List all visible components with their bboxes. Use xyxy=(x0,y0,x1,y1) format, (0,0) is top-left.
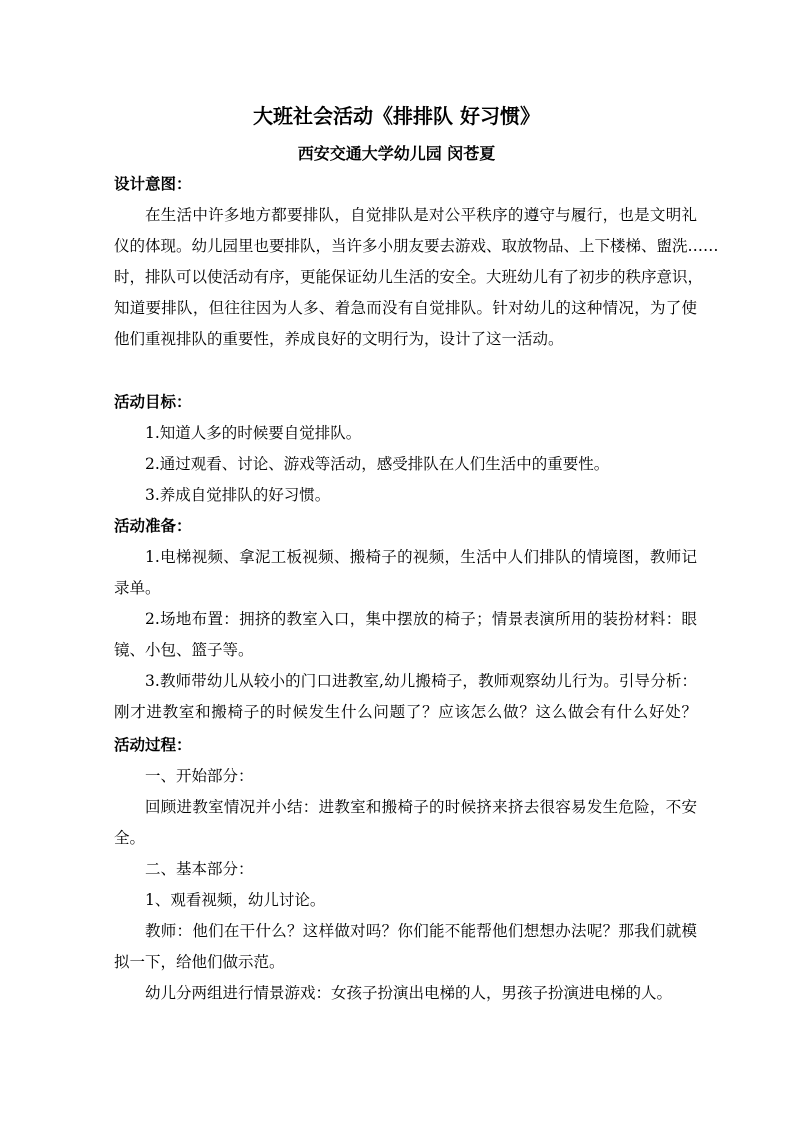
design-intent-line: 仪的体现。幼儿园里也要排队，当许多小朋友要去游戏、取放物品、上下楼梯、盥洗…… xyxy=(114,237,719,255)
preparation-heading: 活动准备： xyxy=(114,516,192,535)
process-line: 1、观看视频，幼儿讨论。 xyxy=(145,891,326,909)
process-heading: 活动过程： xyxy=(114,735,192,754)
process-line: 二、基本部分： xyxy=(145,860,254,878)
process-line: 教师：他们在干什么？这样做对吗？你们能不能帮他们想想办法呢？那我们就模 xyxy=(145,922,697,940)
goal-item: 2.通过观看、讨论、游戏等活动，感受排队在人们生活中的重要性。 xyxy=(145,455,610,473)
process-line: 回顾进教室情况并小结：进教室和搬椅子的时候挤来挤去很容易发生危险，不安 xyxy=(145,798,697,816)
page-subtitle: 西安交通大学幼儿园 闵苍夏 xyxy=(297,144,496,163)
process-line: 拟一下，给他们做示范。 xyxy=(114,953,285,971)
goal-item: 1.知道人多的时候要自觉排队。 xyxy=(145,424,362,442)
preparation-line: 镜、小包、篮子等。 xyxy=(114,641,254,659)
preparation-line: 录单。 xyxy=(114,579,161,597)
page-title: 大班社会活动《排排队 好习惯》 xyxy=(253,104,540,128)
process-line: 全。 xyxy=(114,829,146,847)
goal-item: 3.养成自觉排队的好习惯。 xyxy=(145,486,331,504)
goals-heading: 活动目标： xyxy=(114,392,192,411)
preparation-line: 2.场地布置：拥挤的教室入口，集中摆放的椅子；情景表演所用的装扮材料：眼 xyxy=(145,610,697,628)
design-intent-heading: 设计意图： xyxy=(114,174,192,193)
preparation-line: 1.电梯视频、拿泥工板视频、搬椅子的视频，生活中人们排队的情境图，教师记 xyxy=(145,548,697,566)
design-intent-line: 在生活中许多地方都要排队，自觉排队是对公平秩序的遵守与履行，也是文明礼 xyxy=(145,206,697,224)
preparation-line: 刚才进教室和搬椅子的时候发生什么问题了？应该怎么做？这么做会有什么好处？ xyxy=(114,703,697,721)
design-intent-line: 时，排队可以使活动有序，更能保证幼儿生活的安全。大班幼儿有了初步的秩序意识， xyxy=(114,268,704,286)
process-line: 一、开始部分： xyxy=(145,767,254,785)
process-line: 幼儿分两组进行情景游戏：女孩子扮演出电梯的人，男孩子扮演进电梯的人。 xyxy=(145,984,673,1002)
design-intent-line: 他们重视排队的重要性，养成良好的文明行为，设计了这一活动。 xyxy=(114,330,564,348)
preparation-line: 3.教师带幼儿从较小的门口进教室,幼儿搬椅子，教师观察幼儿行为。引导分析： xyxy=(145,672,697,690)
design-intent-line: 知道要排队，但往往因为人多、着急而没有自觉排队。针对幼儿的这种情况，为了使 xyxy=(114,299,697,317)
